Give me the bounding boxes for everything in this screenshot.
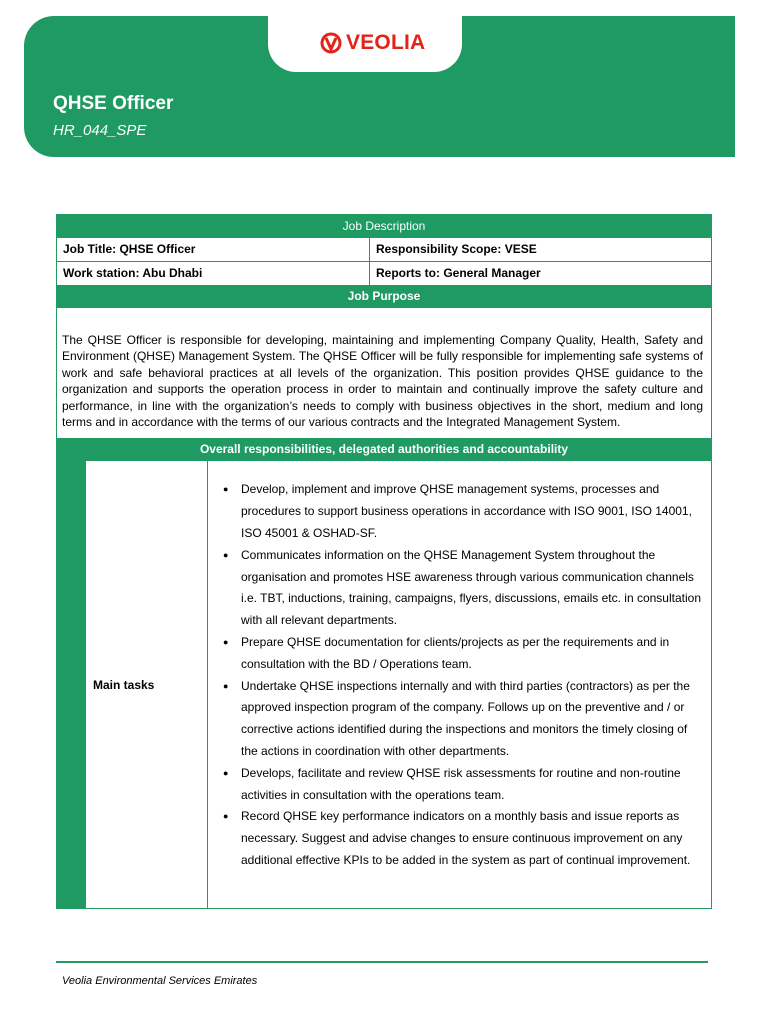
- veolia-logo: [320, 30, 425, 56]
- bullet-icon: ●: [223, 680, 229, 691]
- responsibilities-row: [57, 460, 711, 908]
- task-item: ● Develops, facilitate and review QHSE risk assessments for routine and non-routine activities in consultation with the operations team.: [223, 763, 703, 807]
- job-title-cell: Job Title: QHSE Officer: [57, 238, 370, 261]
- bullet-icon: ●: [223, 637, 229, 648]
- responsibilities-heading: Overall responsibilities, delegated authorities and accountability: [57, 438, 711, 460]
- job-purpose-text: The QHSE Officer is responsible for developing, maintaining and implementing Company Quality, Health, Safety and Environment (QHSE) Management System. The QHSE Officer will be fully responsible for implementing safe systems of work and safe behavioral practices at all levels of the organization. This position provides QHSE guidance to the organization and supports the operation process in order to maintain and continually improve the safety culture and performance, in line with the organization’s needs to comply with business objectives in the short, medium and long terms and in accordance with the terms of our various contracts and the Integrated Management System.: [57, 307, 711, 438]
- bullet-icon: ●: [223, 549, 229, 560]
- main-tasks-label: Main tasks: [86, 461, 208, 908]
- brand-name: VEOLIA: [346, 31, 426, 54]
- bullet-icon: ●: [223, 484, 229, 495]
- task-item: ● Record QHSE key performance indicators on a monthly basis and issue reports as necessary. Suggest and advise changes to ensure continuous improvement on any additional effective KPIs to be added in the system as part of continual improvement.: [223, 806, 703, 871]
- job-description-table: [56, 214, 712, 909]
- responsibilities-side-bar: [57, 461, 86, 908]
- task-item: ● Communicates information on the QHSE Management System throughout the organisation and promotes HSE awareness through various communication channels i.e. TBT, inductions, training, campaigns, flyers, discussions, emails etc. in consultation with all relevant departments.: [223, 545, 703, 632]
- veolia-emblem-icon: [320, 32, 342, 54]
- document-code: HR_044_SPE: [53, 122, 147, 139]
- footer-company: Veolia Environmental Services Emirates: [62, 975, 258, 987]
- task-item: ● Prepare QHSE documentation for clients/projects as per the requirements and in consultation with the BD / Operations team.: [223, 632, 703, 676]
- job-description-heading: Job Description: [57, 215, 711, 237]
- reports-to-cell: Reports to: General Manager: [376, 266, 541, 280]
- task-item: ● Develop, implement and improve QHSE management systems, processes and procedures to support business operations in accordance with ISO 9001, ISO 14001, ISO 45001 & OSHAD-SF.: [223, 479, 703, 544]
- footer-divider: [56, 961, 708, 963]
- main-tasks-list: [208, 461, 711, 908]
- bullet-icon: ●: [223, 811, 229, 822]
- document-title: QHSE Officer: [53, 93, 174, 114]
- job-info-row-1: [57, 237, 711, 261]
- job-purpose-heading: Job Purpose: [57, 285, 711, 307]
- bullet-icon: ●: [223, 767, 229, 778]
- task-item: ● Undertake QHSE inspections internally and with third parties (contractors) as per the approved inspection program of the company. Follows up on the preventive and / or corrective actions identified during the inspections and monitors the timely closing of the actions in coordination with other departments.: [223, 676, 703, 763]
- job-info-row-2: [57, 261, 711, 285]
- responsibility-scope-cell: Responsibility Scope: VESE: [376, 242, 537, 256]
- work-station-cell: Work station: Abu Dhabi: [57, 262, 370, 285]
